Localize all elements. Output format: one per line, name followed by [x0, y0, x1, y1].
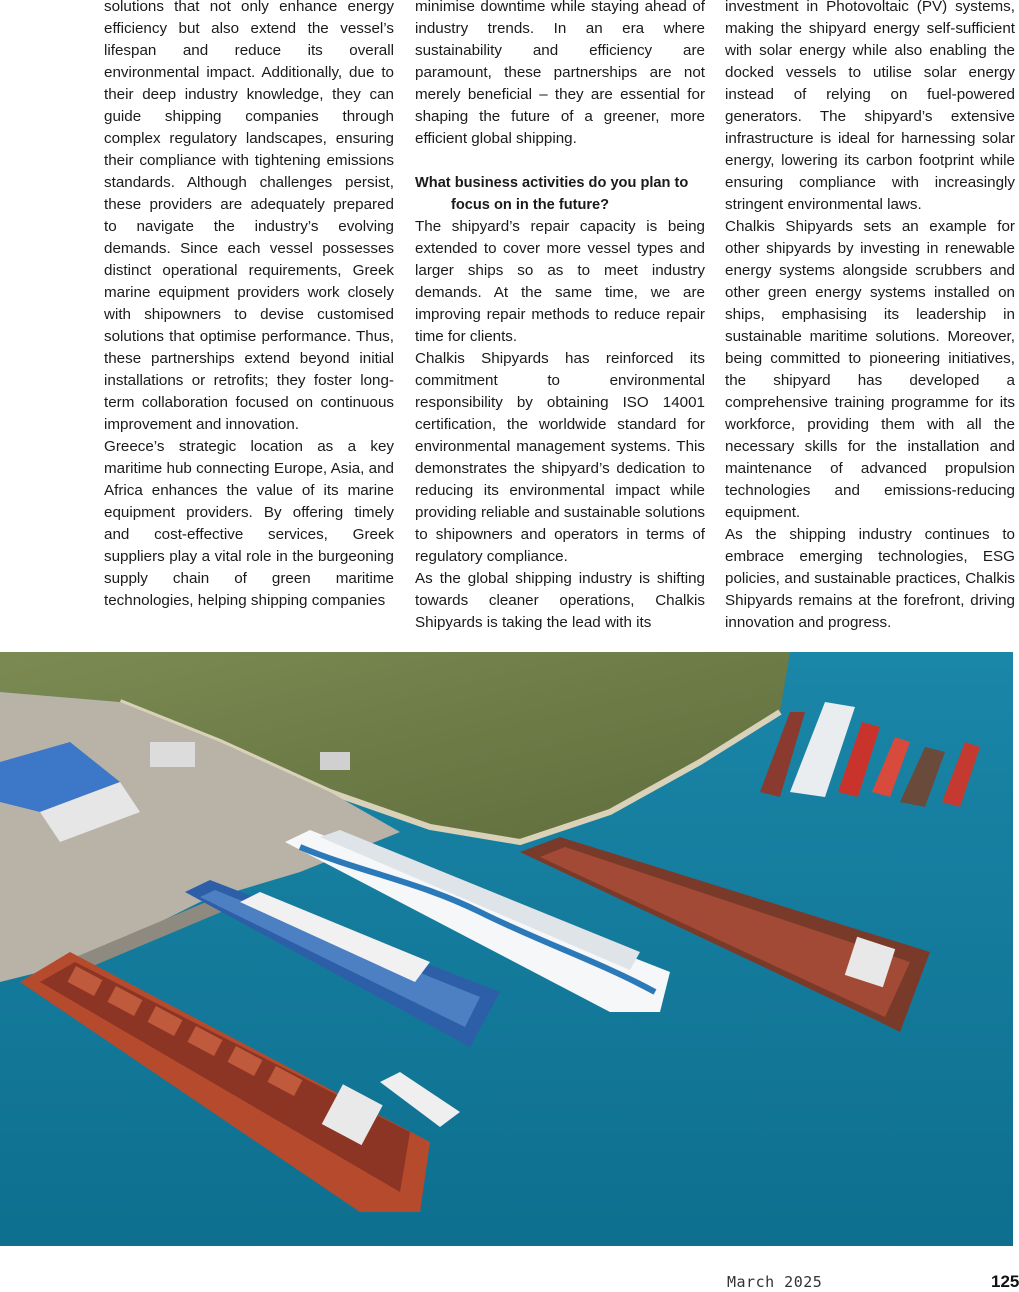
col2-answer-paragraph-2: Chalkis Shipyards has reinforced its commitment to environmental responsibility by obtaining ISO 14001 certification, the worldwide standard for environmental management systems. This demonstrates the shipyard’s dedication to reducing its environmental impact while providing reliable and sustainable solutions to shipowners and operators in terms of regulatory compliance.: [415, 350, 705, 565]
issue-date: March 2025: [727, 1273, 823, 1291]
col3-paragraph-2: Chalkis Shipyards sets an example for other shipyards by investing in renewable energy systems alongside scrubbers and other green energy systems installed on ships, emphasising its leadership in sustainable maritime solutions. Moreover, being committed to pioneering initiatives, the shipyard has developed a comprehensive training programme for its workforce, providing them with all the necessary skills for the installation and maintenance of advanced propulsion technologies and emissions-reducing equipment.: [725, 218, 1015, 521]
page-number: 125: [991, 1272, 1019, 1291]
col1-paragraph-2: Greece’s strategic location as a key maritime hub connecting Europe, Asia, and Africa enhances the value of its marine equipment providers. By offering timely and cost-effective services, Greek suppliers play a vital role in the burgeoning supply chain of green maritime technologies, helping shipping companies: [104, 438, 394, 609]
article-column-1: [104, 0, 394, 612]
building: [320, 752, 350, 770]
col3-paragraph-1: investment in Photovoltaic (PV) systems, making the shipyard energy self-sufficient with solar energy while also enabling the docked vessels to utilise solar energy instead of relying on fuel-powered generators. The shipyard’s extensive infrastructure is ideal for harnessing solar energy, lowering its carbon footprint while ensuring compliance with increasingly stringent environmental laws.: [725, 0, 1015, 213]
col3-paragraph-3: As the shipping industry continues to embrace emerging technologies, ESG policies, and sustainable practices, Chalkis Shipyards remains at the forefront, driving innovation and progress.: [725, 526, 1015, 631]
article-column-3: [725, 0, 1015, 634]
col2-answer-paragraph-1: The shipyard’s repair capacity is being extended to cover more vessel types and larger ships so as to meet industry demands. At the same time, we are improving repair methods to reduce repair time for clients.: [415, 218, 705, 345]
building: [150, 742, 195, 767]
shipyard-aerial-photo: [0, 652, 1013, 1246]
article-column-2: [415, 0, 705, 634]
col2-intro-paragraph: minimise downtime while staying ahead of industry trends. In an era where sustainability and efficiency are paramount, these partnerships are not merely beneficial – they are essential for shaping the future of a greener, more efficient global shipping.: [415, 0, 705, 147]
col2-answer-paragraph-3: As the global shipping industry is shifting towards cleaner operations, Chalkis Shipyards is taking the lead with its: [415, 570, 705, 631]
col1-paragraph-1: solutions that not only enhance energy efficiency but also extend the vessel’s lifespan and reduce its overall environmental impact. Additionally, due to their deep industry knowledge, they can guide shipping companies through complex regulatory landscapes, ensuring their compliance with tightening emissions standards. Although challenges persist, these providers are adequately prepared to navigate the industry’s evolving demands. Since each vessel possesses distinct operational requirements, Greek marine equipment providers work closely with shipowners to devise customised solutions that optimise performance. Thus, these partnerships extend beyond initial installations or retrofits; they foster long-term collaboration focused on continuous improvement and innovation.: [104, 0, 394, 433]
interview-question: What business activities do you plan to focus on in the future?: [415, 175, 689, 213]
